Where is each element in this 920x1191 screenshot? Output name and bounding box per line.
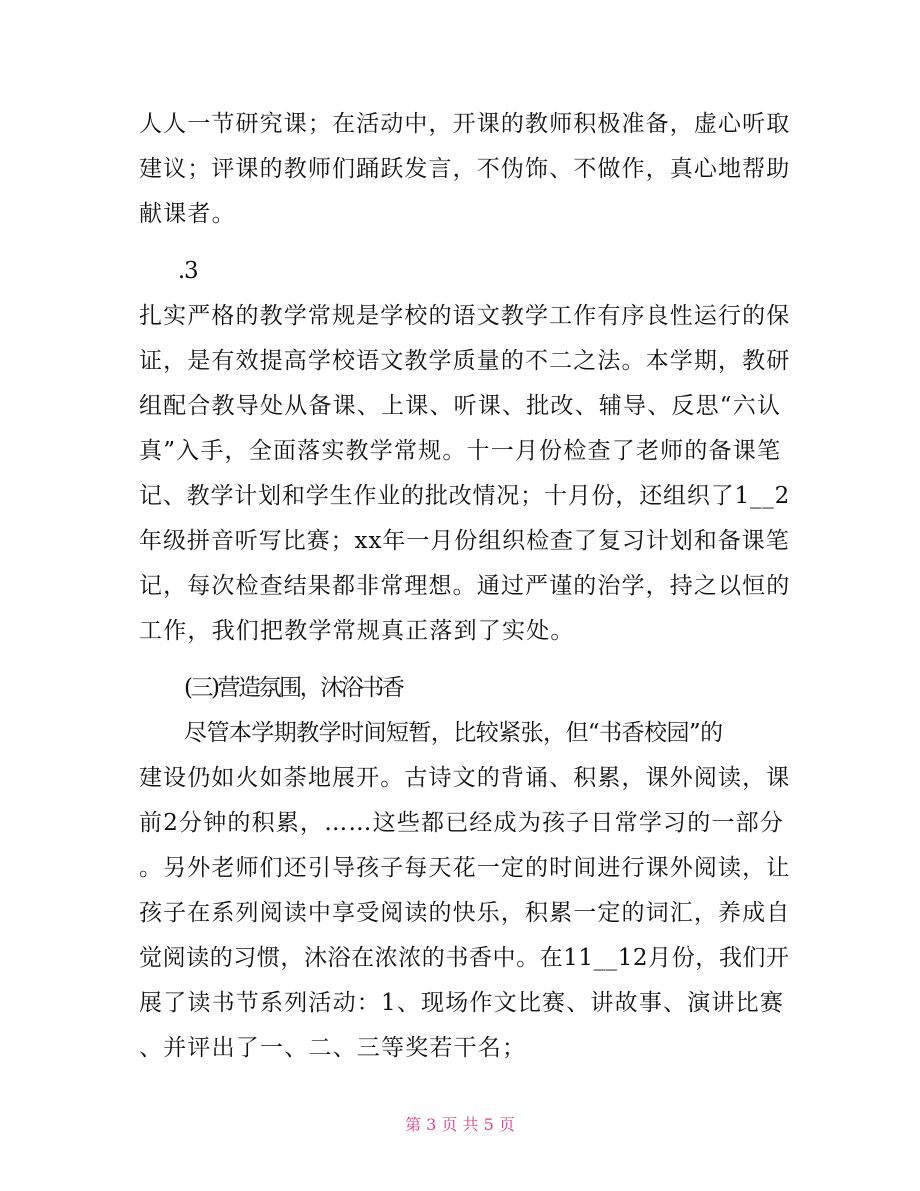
paragraph-line: 记、教学计划和学生作业的批改情况；十月份，还组织了1__2 [139,483,791,509]
paragraph-line: 觉阅读的习惯，沐浴在浓浓的书香中。在11__12月份，我们开 [139,945,790,971]
page-number-footer: 第 3 页 共 5 页 [405,1115,515,1134]
paragraph-line: 、并评出了一、二、三等奖若干名； [139,1035,527,1061]
paragraph-line: 组配合教导处从备课、上课、听课、批改、辅导、反思“六认 [139,393,782,419]
paragraph-line: 展了读书节系列活动：1、现场作文比赛、讲故事、演讲比赛 [139,990,785,1016]
paragraph-line: 孩子在系列阅读中享受阅读的快乐，积累一定的词汇，养成自 [139,900,791,926]
paragraph-line: 记，每次检查结果都非常理想。通过严谨的治学，持之以恒的 [139,573,791,599]
paragraph-line: 工作，我们把教学常规真正落到了实处。 [139,618,575,644]
section-heading: (三)营造氛围，沐浴书香 [184,675,403,701]
paragraph-line: 建议；评课的教师们踊跃发言，不伪饰、不做作，真心地帮助 [139,156,791,182]
paragraph-line: 扎实严格的教学常规是学校的语文教学工作有序良性运行的保 [139,303,791,329]
section-number [184,255,834,287]
paragraph-line: 真”入手，全面落实教学常规。十一月份检查了老师的备课笔 [139,438,782,464]
paragraph-line: 。另外老师们还引导孩子每天花一定的时间进行课外阅读，让 [139,855,791,881]
paragraph-line: 年级拼音听写比赛；xx年一月份组织检查了复习计划和备课笔 [139,528,790,554]
paragraph-line: 证，是有效提高学校语文教学质量的不二之法。本学期，教研 [139,348,791,374]
paragraph-line: 献课者。 [139,201,236,227]
paragraph-line: 前2分钟的积累，……这些都已经成为孩子日常学习的一部分 [139,810,785,836]
paragraph-line: 尽管本学期教学时间短暂，比较紧张，但“书香校园”的 [184,720,723,746]
paragraph-line: 人人一节研究课；在活动中，开课的教师积极准备，虚心听取 [139,111,791,137]
paragraph-line: 建设仍如火如荼地展开。古诗文的背诵、积累，课外阅读，课 [139,765,791,791]
